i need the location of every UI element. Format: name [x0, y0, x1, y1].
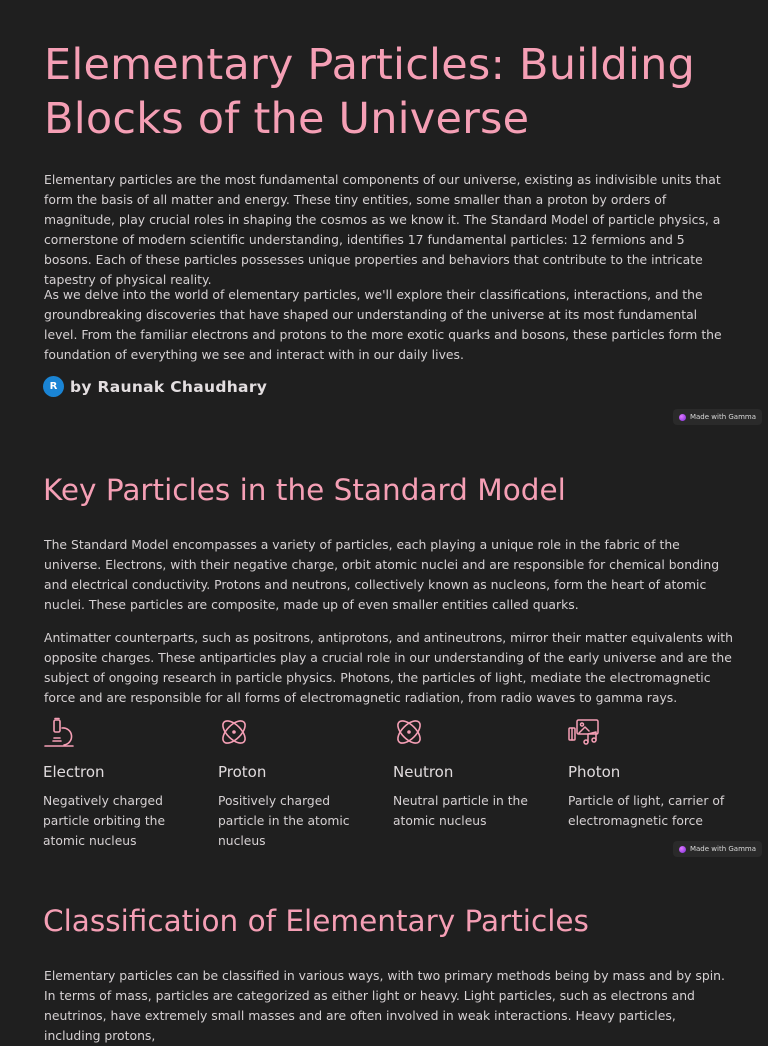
particle-card-proton	[218, 716, 393, 851]
classification-paragraph-1: Elementary particles can be classified in various ways, with two primary methods being by mass and by spin. In terms of mass, particles are categorized as either light or heavy. Light particles, such as electrons and neutrinos, have extremely small masses and are often involved in weak interactions. Heavy particles, including protons,	[44, 968, 725, 1043]
microscope-icon	[43, 716, 75, 748]
particle-name: Proton	[218, 763, 267, 781]
particle-description: Negatively charged particle orbiting the atomic nucleus	[43, 794, 166, 848]
particle-card-electron	[43, 716, 218, 851]
section-title: Key Particles in the Standard Model	[43, 473, 566, 507]
intro-paragraph-1: Elementary particles are the most fundamental components of our universe, existing as indivisible units that form the basis of all matter and energy. These tiny entities, some smaller than a proton by orders of magnitude, play crucial roles in shaping the cosmos as we know it. The Standard Model of particle physics, a cornerstone of modern scientific understanding, identifies 17 fundamental particles: 12 fermions and 5 bosons. Each of these particles possesses unique properties and behaviors that contribute to the intricate tapestry of physical reality.	[44, 172, 721, 287]
gamma-logo-icon	[679, 846, 686, 853]
atom-icon	[393, 716, 425, 748]
page-title: Elementary Particles: Building Blocks of the Universe	[44, 40, 696, 144]
avatar: R	[43, 376, 64, 397]
badge-label: Made with Gamma	[689, 413, 756, 421]
media-icon	[568, 716, 600, 748]
key-paragraph-2: Antimatter counterparts, such as positrons, antiprotons, and antineutrons, mirror their matter equivalents with opposite charges. These antiparticles play a crucial role in our understanding of the early universe and are the subject of ongoing research in particle physics. Photons, the particles of light, mediate the electromagnetic force and are responsible for all forms of electromagnetic radiation, from radio waves to gamma rays.	[44, 630, 734, 705]
made-with-gamma-badge[interactable]	[673, 409, 762, 425]
particle-name: Electron	[43, 763, 105, 781]
atom-icon	[218, 716, 250, 748]
particle-card-photon	[568, 716, 743, 851]
gamma-logo-icon	[679, 414, 686, 421]
key-paragraph-1: The Standard Model encompasses a variety of particles, each playing a unique role in the fabric of the universe. Electrons, with their negative charge, orbit atomic nuclei and are responsible for chemical bonding and electrical conductivity. Protons and neutrons, collectively known as nucleons, form the heart of atomic nuclei. These particles are composite, made up of even smaller entities called quarks.	[44, 537, 720, 612]
particle-name: Photon	[568, 763, 621, 781]
author-name: by Raunak Chaudhary	[70, 377, 268, 396]
particle-card-neutron	[393, 716, 568, 851]
made-with-gamma-badge[interactable]	[673, 841, 762, 857]
particle-description: Neutral particle in the atomic nucleus	[393, 794, 528, 828]
author-byline	[43, 376, 267, 397]
particle-description: Positively charged particle in the atomic nucleus	[218, 794, 350, 848]
particle-grid	[43, 716, 743, 851]
particle-description: Particle of light, carrier of electromagnetic force	[568, 794, 725, 828]
section-title: Classification of Elementary Particles	[43, 904, 589, 938]
intro-paragraph-2: As we delve into the world of elementary particles, we'll explore their classifications, interactions, and the groundbreaking discoveries that have shaped our understanding of the universe at its most fundamental level. From the familiar electrons and protons to the more exotic quarks and bosons, these particles form the foundation of everything we see and interact with in our daily lives.	[44, 287, 722, 362]
badge-label: Made with Gamma	[689, 845, 756, 853]
particle-name: Neutron	[393, 763, 454, 781]
